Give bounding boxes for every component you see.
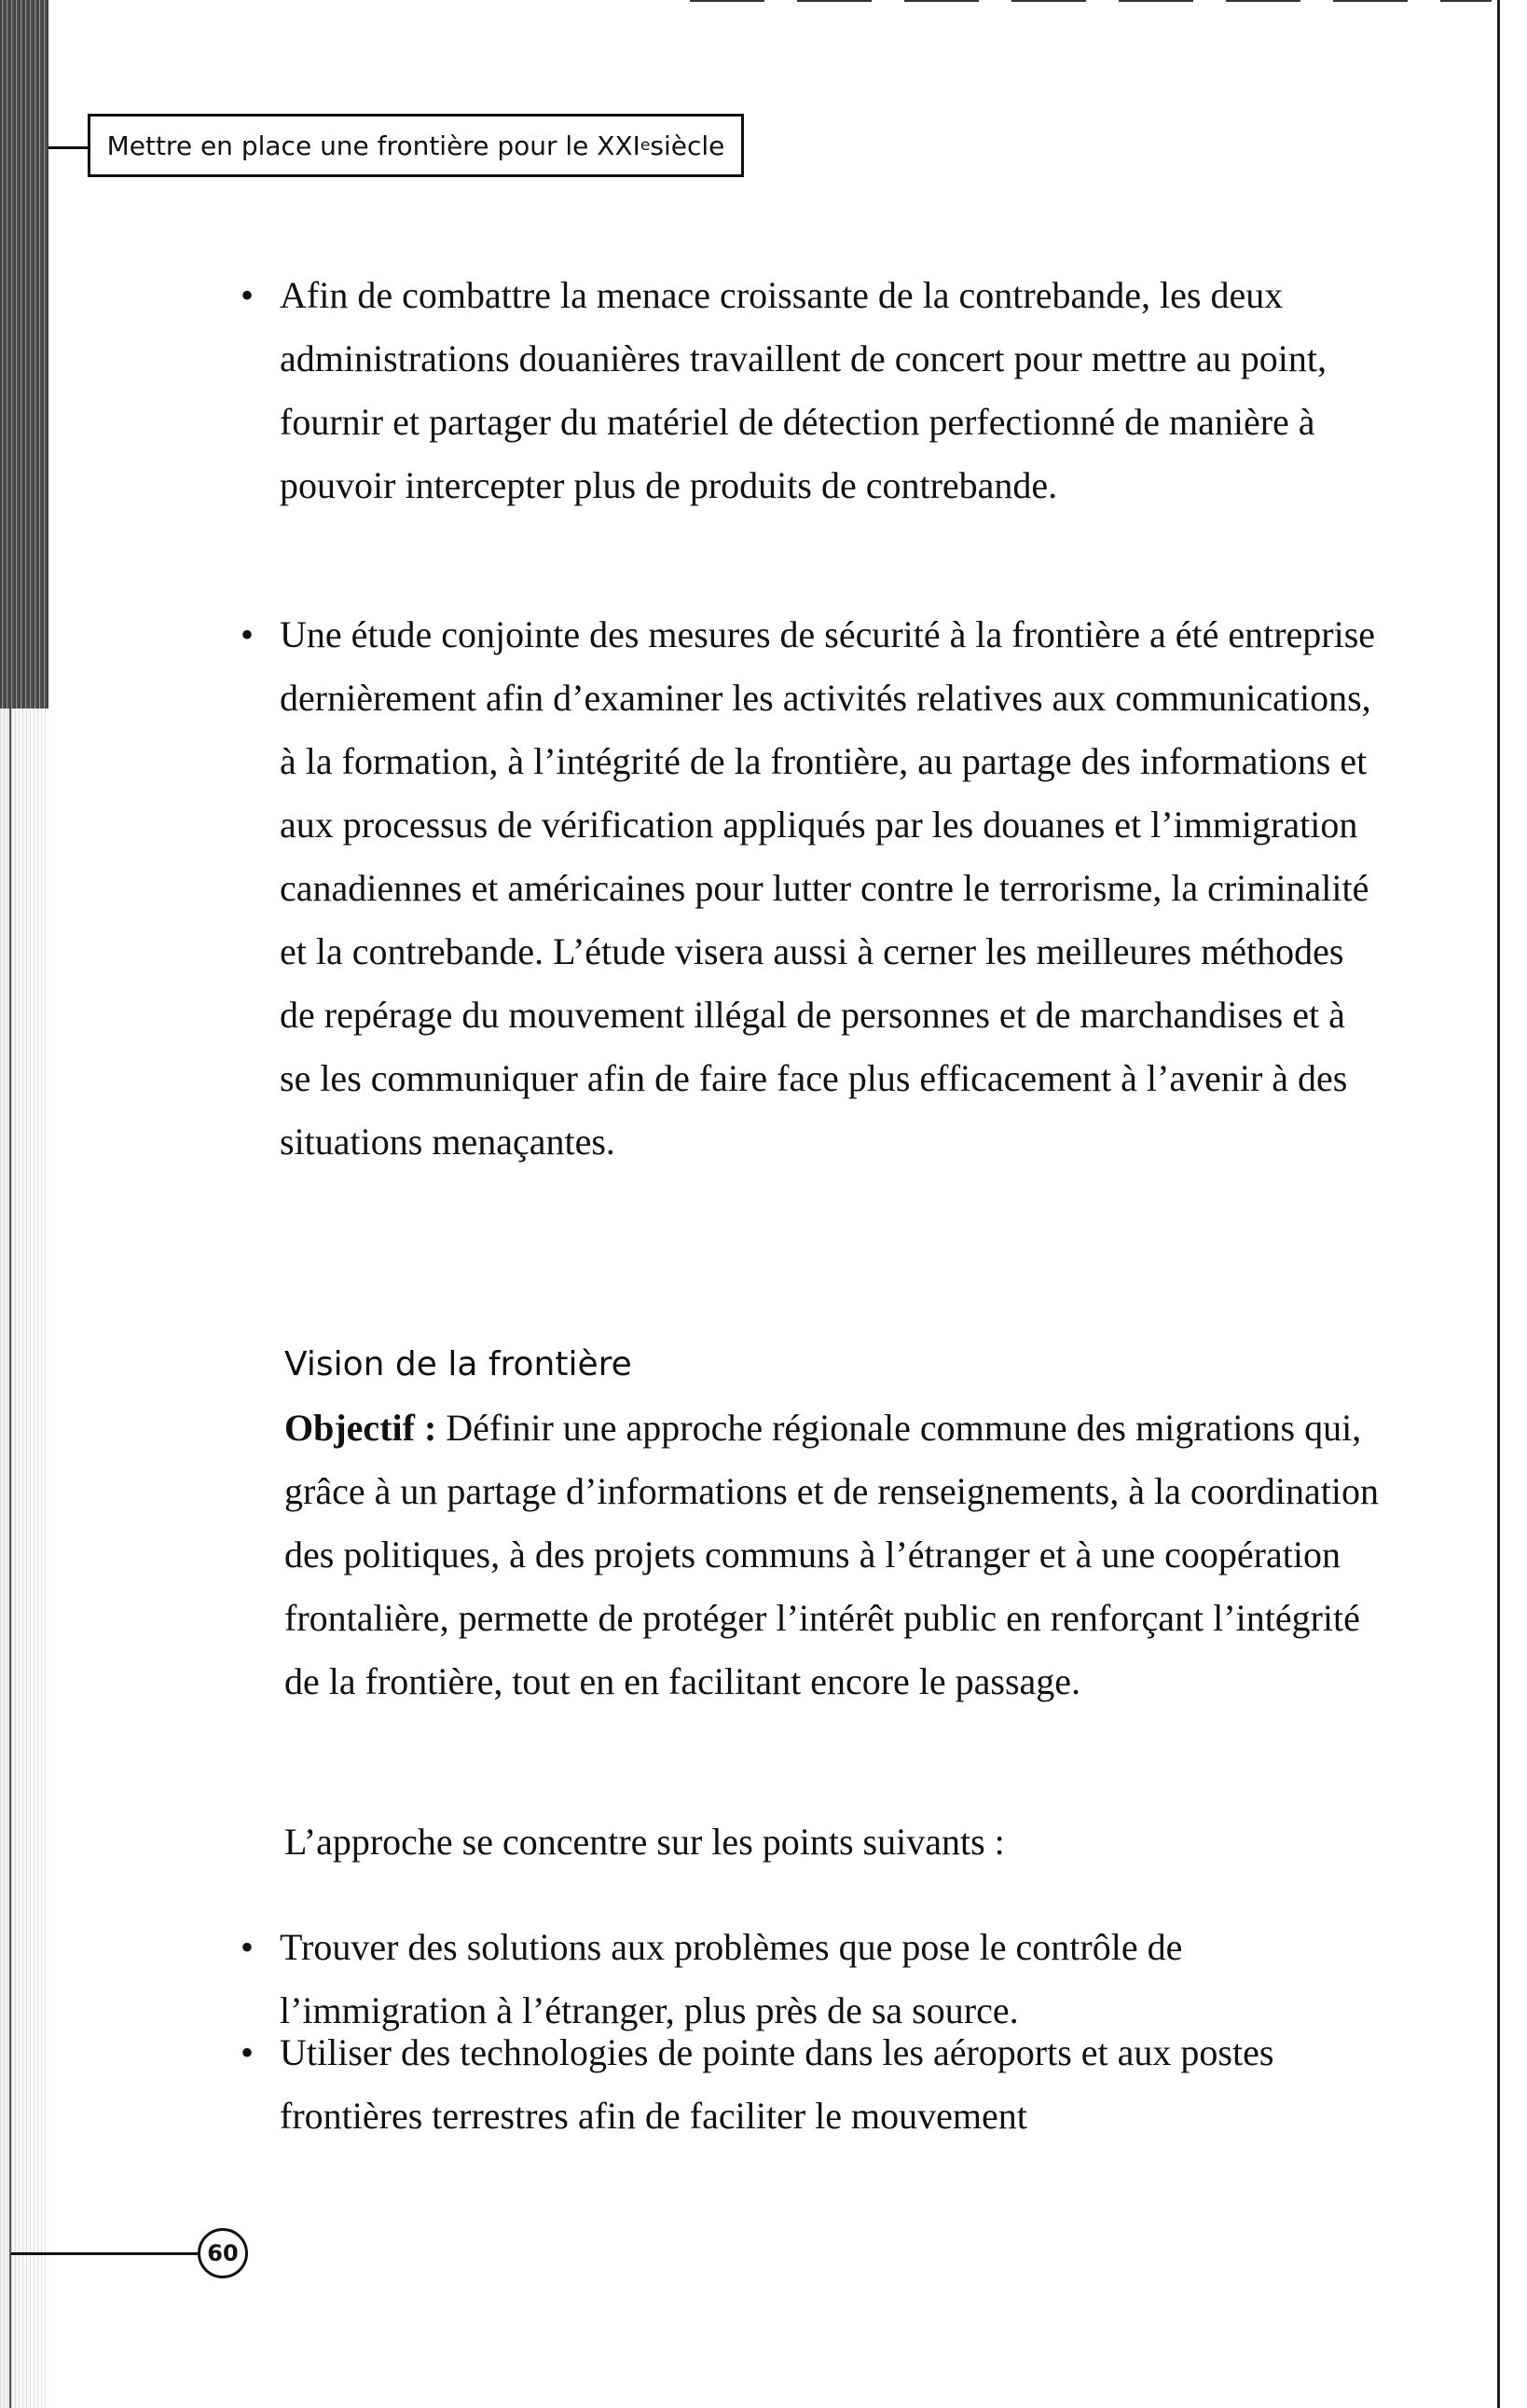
objective-label: Objectif : (284, 1407, 437, 1449)
bullet-icon: • (241, 1926, 254, 1968)
page-number: 60 (198, 2228, 248, 2278)
objective-text: Définir une approche régionale commune des migrations qui, grâce à un partage d’informations et de renseignements, à la coordination des politiques, à des projets communs à l’étranger et à une coopération frontalière, permette de protéger l’intérêt public en renforçant l’intégrité de la frontière, tout en en facilitant encore le passage. (284, 1407, 1379, 1702)
section-heading: Vision de la frontière (284, 1345, 632, 1383)
binding-line (9, 709, 11, 2408)
running-header-prefix: Mettre en place une frontière pour le XXI (106, 130, 640, 161)
list-item-technologies (241, 2021, 1380, 2148)
bullet-icon: • (241, 274, 254, 316)
top-dashed-rule (690, 0, 1492, 2)
right-margin-rule (1497, 0, 1500, 2408)
list-item-joint-study (241, 603, 1380, 1174)
page-number-line (11, 2252, 198, 2255)
list-item-text: Utiliser des technologies de pointe dans les aéroports et aux postes frontières terrestres afin de faciliter le mouvement (280, 2031, 1274, 2137)
objective-paragraph (284, 1397, 1384, 1713)
bullet-icon: • (241, 613, 254, 655)
list-item-text: Trouver des solutions aux problèmes que pose le contrôle de l’immigration à l’étranger, plus près de sa source. (280, 1926, 1183, 2031)
running-header-superscript: e (640, 136, 651, 155)
list-item-contraband (241, 264, 1380, 517)
binding-shadow (0, 0, 48, 709)
list-item-text: Afin de combattre la menace croissante de la contrebande, les deux administrations douanières travaillent de concert pour mettre au point, fournir et partager du matériel de détection perfectionné de manière à pouvoir intercepter plus de produits de contrebande. (280, 274, 1327, 506)
bullet-icon: • (241, 2031, 254, 2073)
running-header (88, 114, 744, 177)
running-header-suffix: siècle (650, 130, 725, 161)
header-connector-line (48, 146, 88, 149)
approach-intro: L’approche se concentre sur les points suivants : (284, 1821, 1005, 1863)
list-item-text: Une étude conjointe des mesures de sécurité à la frontière a été entreprise dernièrement afin d’examiner les activités relatives aux communications, à la formation, à l’intégrité de la frontière, au partage des informations et aux processus de vérification appliqués par les douanes et l’immigration canadiennes et américaines pour lutter contre le terrorisme, la criminalité et la contrebande. L’étude visera aussi à cerner les meilleures méthodes de repérage du mouvement illégal de personnes et de marchandises et à se les communiquer afin de faire face plus efficacement à l’avenir à des situations menaçantes. (280, 613, 1376, 1163)
